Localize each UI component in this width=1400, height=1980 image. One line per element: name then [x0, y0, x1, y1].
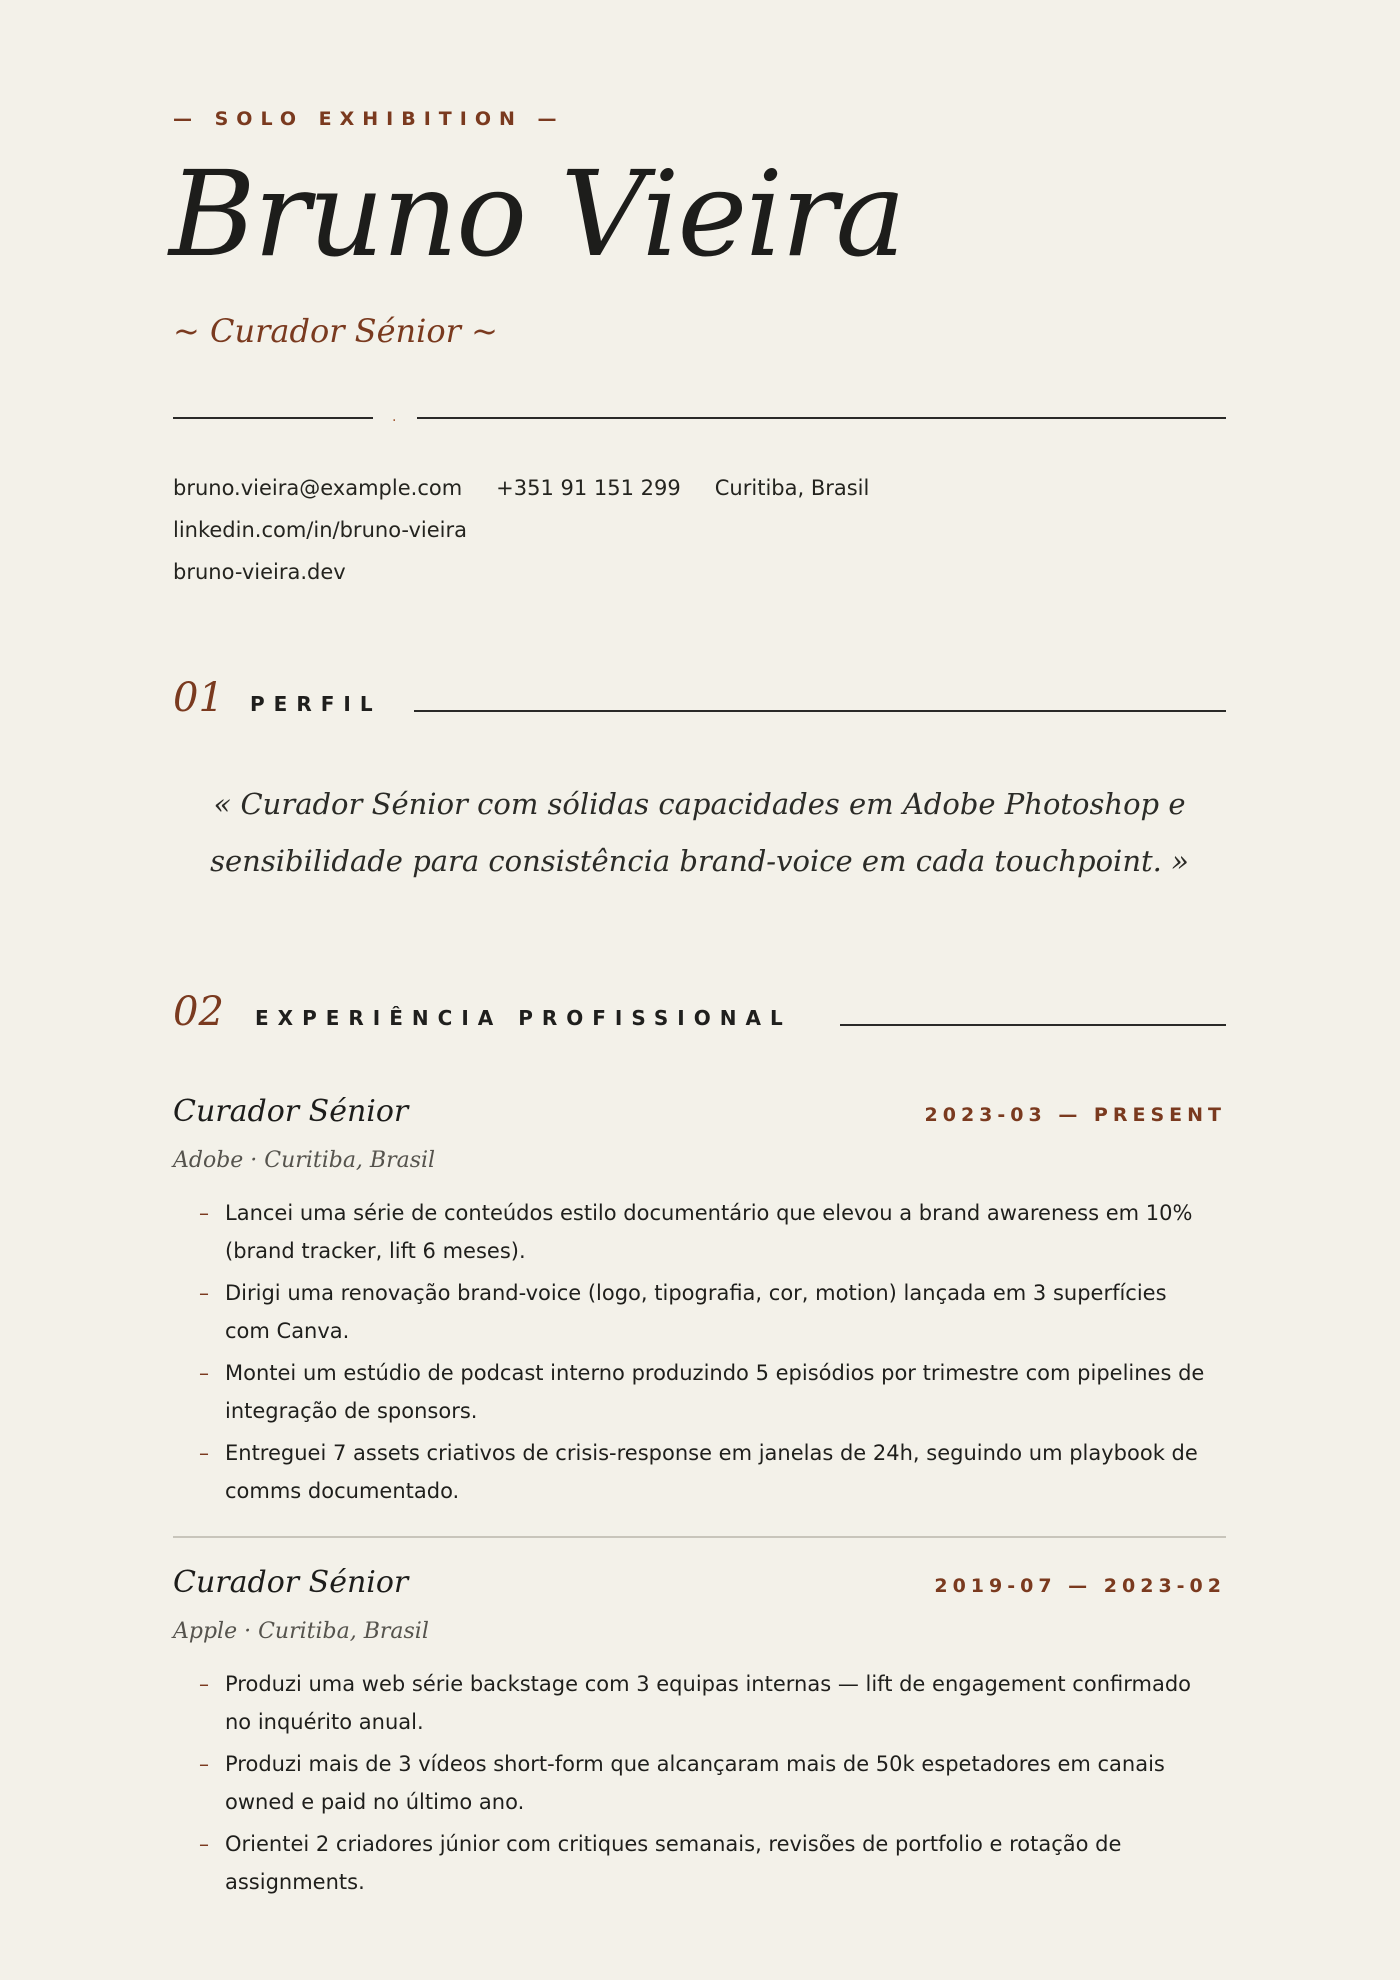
section-label: PERFIL	[250, 692, 382, 716]
job-entry	[173, 1565, 1226, 1915]
divider-dot: ·	[392, 413, 397, 429]
job-entry	[173, 1094, 1226, 1514]
job-bullet	[173, 1274, 1226, 1350]
profile-quote: « Curador Sénior com sólidas capacidades em Adobe Photoshop e sensibilidade para consistência brand-voice em cada touchpoint. »	[210, 787, 1189, 878]
contact-website[interactable]: bruno-vieira.dev	[173, 560, 346, 584]
bullet-dash-icon: –	[199, 1281, 209, 1305]
bullet-text: Montei um estúdio de podcast interno produzindo 5 episódios por trimestre com pipelines de integração de sponsors.	[225, 1361, 1205, 1423]
candidate-role: ~ Curador Sénior ~	[173, 312, 498, 350]
bullet-dash-icon: –	[199, 1361, 209, 1385]
job-bullet	[173, 1665, 1226, 1741]
job-company: Apple · Curitiba, Brasil	[173, 1619, 429, 1644]
candidate-name: Bruno Vieira	[169, 145, 904, 283]
section-header-profile	[173, 668, 1226, 721]
divider-line-right	[417, 417, 1226, 419]
contact-location: Curitiba, Brasil	[714, 476, 870, 500]
bullet-text: Dirigi uma renovação brand-voice (logo, tipografia, cor, motion) lançada em 3 superfícies com Canva.	[225, 1281, 1167, 1343]
divider-line-left	[173, 417, 373, 419]
section-label: EXPERIÊNCIA PROFISSIONAL	[255, 1006, 792, 1030]
section-rule	[414, 710, 1226, 712]
job-title: Curador Sénior	[173, 1565, 409, 1600]
header-kicker: — SOLO EXHIBITION —	[173, 108, 565, 130]
header-divider	[173, 410, 1226, 430]
contact-phone[interactable]: +351 91 151 299	[496, 476, 681, 500]
bullet-dash-icon: –	[199, 1832, 209, 1856]
bullet-text: Lancei uma série de conteúdos estilo documentário que elevou a brand awareness em 10% (brand tracker, lift 6 meses).	[225, 1201, 1193, 1263]
bullet-text: Entreguei 7 assets criativos de crisis-response em janelas de 24h, seguindo um playbook de comms documentado.	[225, 1441, 1198, 1503]
contact-email[interactable]: bruno.vieira@example.com	[173, 476, 463, 500]
section-number: 02	[173, 989, 224, 1035]
job-bullets	[173, 1665, 1226, 1905]
section-header-experience	[173, 982, 1226, 1035]
bullet-text: Produzi mais de 3 vídeos short-form que alcançaram mais de 50k espetadores em canais owned e paid no último ano.	[225, 1752, 1165, 1814]
bullet-dash-icon: –	[199, 1201, 209, 1225]
job-bullet	[173, 1825, 1226, 1901]
job-separator	[173, 1536, 1226, 1538]
section-number: 01	[173, 675, 224, 721]
bullet-text: Produzi uma web série backstage com 3 equipas internas — lift de engagement confirmado no inquérito anual.	[225, 1672, 1191, 1734]
job-bullet	[173, 1194, 1226, 1270]
contact-info	[173, 467, 1226, 593]
job-bullet	[173, 1434, 1226, 1510]
bullet-dash-icon: –	[199, 1672, 209, 1696]
job-bullet	[173, 1354, 1226, 1430]
bullet-dash-icon: –	[199, 1441, 209, 1465]
bullet-dash-icon: –	[199, 1752, 209, 1776]
job-bullet	[173, 1745, 1226, 1821]
job-company: Adobe · Curitiba, Brasil	[173, 1148, 436, 1173]
job-dates: 2019-07 — 2023-02	[934, 1575, 1226, 1597]
contact-linkedin[interactable]: linkedin.com/in/bruno-vieira	[173, 518, 467, 542]
job-dates: 2023-03 — PRESENT	[924, 1104, 1226, 1126]
job-bullets	[173, 1194, 1226, 1514]
section-rule	[840, 1024, 1226, 1026]
bullet-text: Orientei 2 criadores júnior com critiques semanais, revisões de portfolio e rotação de assignments.	[225, 1832, 1122, 1894]
job-title: Curador Sénior	[173, 1094, 409, 1129]
